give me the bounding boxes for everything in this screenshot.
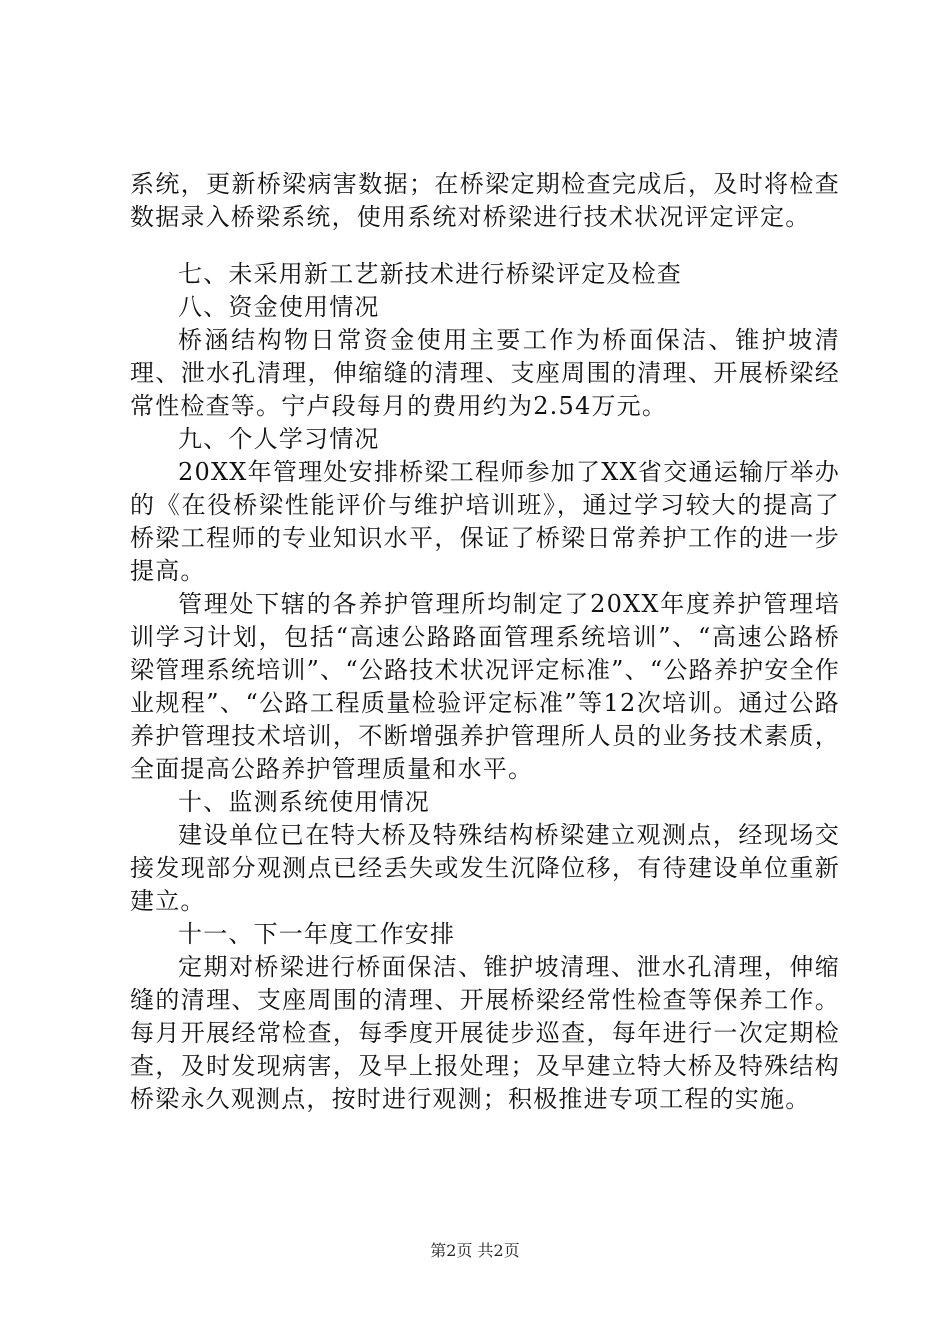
paragraph-study-2: 管理处下辖的各养护管理所均制定了20XX年度养护管理培训学习计划，包括“高速公路路面管理系统培训”、“高速公路桥梁管理系统培训”、“公路技术状况评定标准”、“公路养护安全作业规程”、“公路工程质量检验评定标准”等12次培训。通过公路养护管理技术培训，不断增强养护管理所人员的业务技术素质，全面提高公路养护管理质量和水平。 [130, 590, 840, 783]
document-body [130, 168, 840, 1116]
paragraph-gap [130, 234, 840, 258]
paragraph-study-1: 20XX年管理处安排桥梁工程师参加了XX省交通运输厅举办的《在役桥梁性能评价与维护培训班》，通过学习较大的提高了桥梁工程师的专业知识水平，保证了桥梁日常养护工作的进一步提高。 [130, 458, 840, 585]
section-heading-9: 九、个人学习情况 [178, 425, 380, 453]
section-heading-7: 七、未采用新工艺新技术进行桥梁评定及检查 [178, 260, 682, 288]
paragraph-continuation: 系统，更新桥梁病害数据；在桥梁定期检查完成后，及时将检查数据录入桥梁系统，使用系统对桥梁进行技术状况评定评定。 [130, 170, 840, 231]
page-footer: 第2页 共2页 [430, 1241, 520, 1260]
section-heading-10: 十、监测系统使用情况 [178, 788, 430, 816]
paragraph-funds: 桥涵结构物日常资金使用主要工作为桥面保洁、锥护坡清理、泄水孔清理，伸缩缝的清理、支座周围的清理、开展桥梁经常性检查等。宁卢段每月的费用约为2.54万元。 [130, 326, 840, 420]
paragraph-next-year: 定期对桥梁进行桥面保洁、锥护坡清理、泄水孔清理，伸缩缝的清理、支座周围的清理、开展桥梁经常性检查等保养工作。每月开展经常检查，每季度开展徒步巡查，每年进行一次定期检查，及时发现病害，及早上报处理；及早建立特大桥及特殊结构桥梁永久观测点，按时进行观测；积极推进专项工程的实施。 [130, 953, 840, 1113]
section-heading-11: 十一、下一年度工作安排 [178, 920, 456, 948]
section-heading-8: 八、资金使用情况 [178, 293, 380, 321]
paragraph-monitoring: 建设单位已在特大桥及特殊结构桥梁建立观测点，经现场交接发现部分观测点已经丢失或发生沉降位移，有待建设单位重新建立。 [130, 821, 840, 915]
